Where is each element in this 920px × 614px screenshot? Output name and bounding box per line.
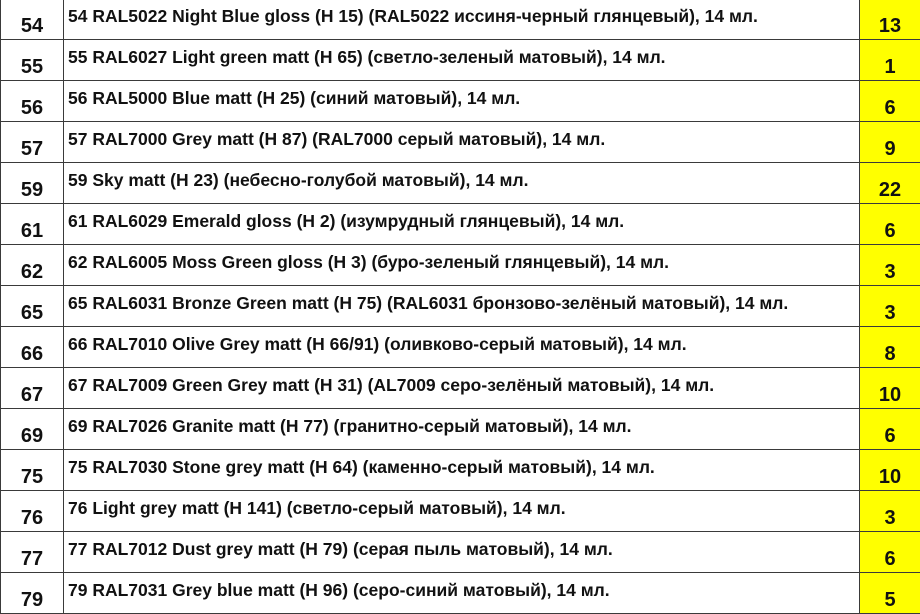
quantity-cell[interactable]: 3 bbox=[860, 286, 920, 327]
table-row bbox=[1, 0, 920, 40]
paint-name-cell[interactable]: 59 Sky matt (H 23) (небесно-голубой матовый), 14 мл. bbox=[64, 163, 860, 204]
paint-name-cell[interactable]: 75 RAL7030 Stone grey matt (H 64) (каменно-серый матовый), 14 мл. bbox=[64, 450, 860, 491]
item-number-cell[interactable]: 57 bbox=[1, 122, 64, 163]
quantity-cell[interactable]: 13 bbox=[860, 0, 920, 40]
paint-name-cell[interactable]: 55 RAL6027 Light green matt (H 65) (светло-зеленый матовый), 14 мл. bbox=[64, 40, 860, 81]
paint-name-cell[interactable]: 56 RAL5000 Blue matt (H 25) (синий матовый), 14 мл. bbox=[64, 81, 860, 122]
table-row bbox=[1, 40, 920, 81]
quantity-cell[interactable]: 3 bbox=[860, 245, 920, 286]
table-row bbox=[1, 327, 920, 368]
item-number-cell[interactable]: 76 bbox=[1, 491, 64, 532]
item-number-cell[interactable]: 62 bbox=[1, 245, 64, 286]
table-row bbox=[1, 573, 920, 614]
quantity-cell[interactable]: 8 bbox=[860, 327, 920, 368]
table-row bbox=[1, 409, 920, 450]
quantity-cell[interactable]: 6 bbox=[860, 532, 920, 573]
paint-name-cell[interactable]: 62 RAL6005 Moss Green gloss (H 3) (буро-зеленый глянцевый), 14 мл. bbox=[64, 245, 860, 286]
table-row bbox=[1, 532, 920, 573]
quantity-cell[interactable]: 10 bbox=[860, 368, 920, 409]
paint-name-cell[interactable]: 76 Light grey matt (H 141) (светло-серый матовый), 14 мл. bbox=[64, 491, 860, 532]
quantity-cell[interactable]: 6 bbox=[860, 204, 920, 245]
item-number-cell[interactable]: 55 bbox=[1, 40, 64, 81]
item-number-cell[interactable]: 59 bbox=[1, 163, 64, 204]
paint-name-cell[interactable]: 79 RAL7031 Grey blue matt (H 96) (серо-синий матовый), 14 мл. bbox=[64, 573, 860, 614]
item-number-cell[interactable]: 75 bbox=[1, 450, 64, 491]
paint-name-cell[interactable]: 61 RAL6029 Emerald gloss (H 2) (изумрудный глянцевый), 14 мл. bbox=[64, 204, 860, 245]
paint-name-cell[interactable]: 66 RAL7010 Olive Grey matt (H 66/91) (оливково-серый матовый), 14 мл. bbox=[64, 327, 860, 368]
table-row bbox=[1, 286, 920, 327]
table-row bbox=[1, 122, 920, 163]
item-number-cell[interactable]: 69 bbox=[1, 409, 64, 450]
item-number-cell[interactable]: 54 bbox=[1, 0, 64, 40]
paint-name-cell[interactable]: 54 RAL5022 Night Blue gloss (H 15) (RAL5022 иссиня-черный глянцевый), 14 мл. bbox=[64, 0, 860, 40]
quantity-cell[interactable]: 22 bbox=[860, 163, 920, 204]
quantity-cell[interactable]: 9 bbox=[860, 122, 920, 163]
quantity-cell[interactable]: 6 bbox=[860, 409, 920, 450]
item-number-cell[interactable]: 56 bbox=[1, 81, 64, 122]
item-number-cell[interactable]: 67 bbox=[1, 368, 64, 409]
table-row bbox=[1, 245, 920, 286]
item-number-cell[interactable]: 65 bbox=[1, 286, 64, 327]
paint-name-cell[interactable]: 67 RAL7009 Green Grey matt (H 31) (AL7009 серо-зелёный матовый), 14 мл. bbox=[64, 368, 860, 409]
table-row bbox=[1, 450, 920, 491]
item-number-cell[interactable]: 77 bbox=[1, 532, 64, 573]
paint-name-cell[interactable]: 65 RAL6031 Bronze Green matt (H 75) (RAL6031 бронзово-зелёный матовый), 14 мл. bbox=[64, 286, 860, 327]
table-body bbox=[1, 0, 920, 614]
table-row bbox=[1, 163, 920, 204]
quantity-cell[interactable]: 3 bbox=[860, 491, 920, 532]
table-row bbox=[1, 368, 920, 409]
table-row bbox=[1, 491, 920, 532]
table-row bbox=[1, 204, 920, 245]
item-number-cell[interactable]: 66 bbox=[1, 327, 64, 368]
item-number-cell[interactable]: 61 bbox=[1, 204, 64, 245]
quantity-cell[interactable]: 1 bbox=[860, 40, 920, 81]
paint-name-cell[interactable]: 77 RAL7012 Dust grey matt (H 79) (серая пыль матовый), 14 мл. bbox=[64, 532, 860, 573]
quantity-cell[interactable]: 10 bbox=[860, 450, 920, 491]
paint-name-cell[interactable]: 69 RAL7026 Granite matt (H 77) (гранитно-серый матовый), 14 мл. bbox=[64, 409, 860, 450]
table-row bbox=[1, 81, 920, 122]
quantity-cell[interactable]: 5 bbox=[860, 573, 920, 614]
paint-name-cell[interactable]: 57 RAL7000 Grey matt (H 87) (RAL7000 серый матовый), 14 мл. bbox=[64, 122, 860, 163]
item-number-cell[interactable]: 79 bbox=[1, 573, 64, 614]
quantity-cell[interactable]: 6 bbox=[860, 81, 920, 122]
